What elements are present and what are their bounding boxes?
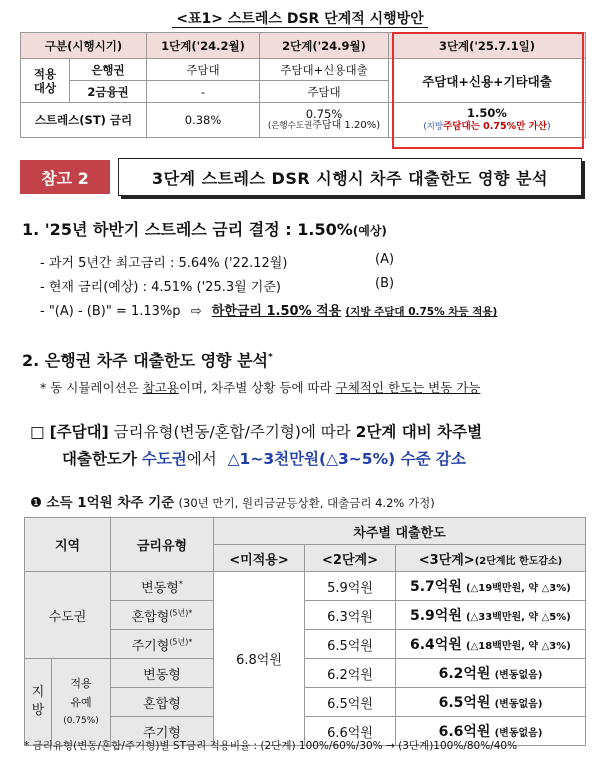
stage2-value: 6.5억원 [305,688,396,717]
header-stage2: 2단계('24.9월) [260,33,389,59]
simulation-note: * 동 시뮬레이션은 참고용이며, 차주별 상황 등에 따라 구체적인 한도는 변동 가능 [40,380,481,395]
reference-title: 3단계 스트레스 DSR 시행시 차주 대출한도 영향 분석 [118,158,582,196]
rate-type: 주기형$^{(5년)*}$ [111,630,214,659]
secondary-stage2: 주담대 [260,81,389,103]
region-capital: 수도권 [25,572,111,659]
row-stress-rate-label: 스트레스(ST) 금리 [21,103,147,138]
stage2-value: 5.9억원 [305,572,396,601]
row-bank-label: 은행권 [70,59,147,81]
table1-title: <표1> 스트레스 DSR 단계적 시행방안 [0,8,600,28]
region-local: 지 방 [25,659,52,746]
region-local-deferred: 적용 유예 (0.75%) [52,659,111,746]
stress-stage1: 0.38% [147,103,260,138]
mortgage-paragraph-line1: □ [주담대] 금리유형(변동/혼합/주기형)에 따라 2단계 대비 차주별 [30,423,483,441]
header-loan-limit: 차주별 대출한도 [214,518,586,545]
row-secondary-label: 2금융권 [70,81,147,103]
stage3-value: 5.9억원 (△33백만원, 약 △5%) [396,601,586,630]
bank-stage1: 주담대 [147,59,260,81]
stage2-value: 6.2억원 [305,659,396,688]
stage2-value: 6.5억원 [305,630,396,659]
income-basis-heading: ❶ 소득 1억원 차주 기준 (30년 만기, 원리금균등상환, 대출금리 4.2% 가정) [30,495,435,511]
stage2-value: 6.6억원 [305,717,396,746]
header-category: 구분(시행시기) [21,33,147,59]
section2-heading: 2. 은행권 차주 대출한도 영향 분석* [22,351,273,370]
stage3-value: 5.7억원 (△19백만원, 약 △3%) [396,572,586,601]
reference-label: 참고 2 [20,160,110,194]
section1-line3: - "(A) - (B)" = 1.13%p ⇨ 하한금리 1.50% 적용 (지방 주담대 0.75% 차등 적용) [40,304,498,319]
rate-type: 변동형* [111,572,214,601]
bank-stage3: 주담대+신용+기타대출 [389,59,586,103]
header-rate-type: 금리유형 [111,518,214,572]
header-stage1: 1단계('24.2월) [147,33,260,59]
stress-stage2: 0.75% (은행수도권주담대 1.20%) [260,103,389,138]
section1-line2: - 현재 금리(예상) : 4.51% ('25.3월 기준) [40,280,281,295]
section1-line1-tag: (A) [375,252,395,267]
stress-stage3: 1.50% (지방주담대는 0.75%만 가산) [389,103,586,138]
stage3-value: 6.4억원 (△18백만원, 약 △3%) [396,630,586,659]
section1-line1: - 과거 5년간 최고금리 : 5.64% ('22.12월) [40,256,288,271]
header-stage3: 3단계('25.7.1일) [389,33,586,59]
stage3-value: 6.2억원 (변동없음) [396,659,586,688]
footnote: * 금리유형(변동/혼합/주기형)별 ST금리 적용비율 : (2단계) 100%/60%/30% → (3단계)100%/80%/40% [24,740,518,752]
number-one-icon: ❶ [30,495,43,511]
checkbox-icon: □ [30,423,45,441]
header-not-applied: <미적용> [214,545,305,572]
rate-type: 변동형 [111,659,214,688]
rate-type: 주기형 [111,717,214,746]
section1-heading: 1. '25년 하반기 스트레스 금리 결정 : 1.50%(예상) [22,220,387,239]
mortgage-paragraph-line2: 대출한도가 수도권에서 △1~3천만원(△3~5%) 수준 감소 [62,450,466,468]
stress-dsr-stage-table [20,32,586,138]
bank-stage2: 주담대+신용대출 [260,59,389,81]
stage3-value: 6.6억원 (변동없음) [396,717,586,746]
header-stage2: <2단계> [305,545,396,572]
rate-type: 혼합형 [111,688,214,717]
loan-limit-table [24,517,586,746]
not-applied-value: 6.8억원 [214,572,305,746]
rate-type: 혼합형$^{(5년)*}$ [111,601,214,630]
header-stage3: <3단계>(2단계比 한도감소) [396,545,586,572]
applicable-target-label: 적용 대상 [21,59,70,103]
header-region: 지역 [25,518,111,572]
secondary-stage1: - [147,81,260,103]
stage2-value: 6.3억원 [305,601,396,630]
section1-line2-tag: (B) [375,276,395,291]
stage3-value: 6.5억원 (변동없음) [396,688,586,717]
arrow-icon: ⇨ [190,304,202,319]
